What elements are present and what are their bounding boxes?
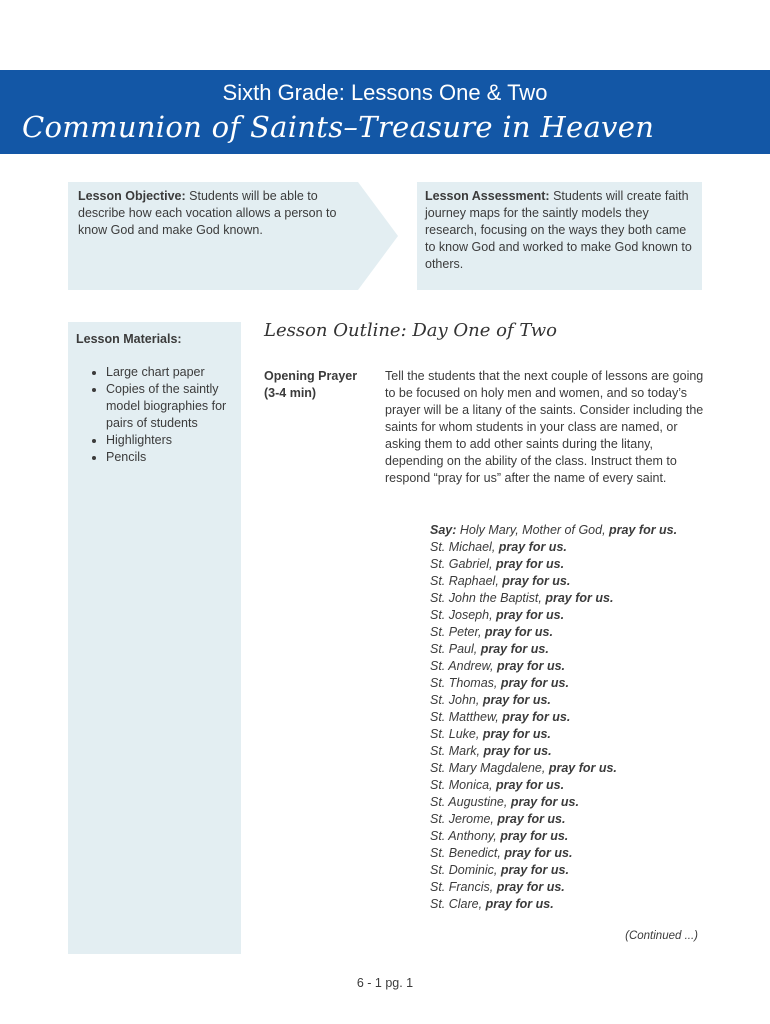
litany-line: St. Andrew, pray for us. <box>430 659 566 673</box>
litany-line: St. Peter, pray for us. <box>430 625 553 639</box>
litany-line: St. Paul, pray for us. <box>430 642 549 656</box>
litany-line: St. Mary Magdalene, pray for us. <box>430 761 617 775</box>
litany-line: St. Augustine, pray for us. <box>430 795 579 809</box>
lesson-assessment-text <box>425 188 697 273</box>
header-banner <box>0 70 770 154</box>
litany-line: St. Anthony, pray for us. <box>430 829 569 843</box>
lesson-objective-label: Lesson Objective: <box>78 189 186 203</box>
litany-say: Say: <box>430 523 457 537</box>
litany-line: Say: Holy Mary, Mother of God, pray for us. <box>430 523 678 537</box>
lesson-outline-title: Lesson Outline: Day One of Two <box>264 320 557 341</box>
litany-of-saints <box>430 522 710 913</box>
page-number: 6 - 1 pg. 1 <box>356 976 414 990</box>
opening-prayer-text: Tell the students that the next couple of lessons are going to be focused on holy men and women, and so today’s prayer will be a litany of the saints. Consider including the saints for whom students in your class are named, or asking them to add other saints during the litany, depending on the ability of the class. Instruct them to respond “pray for us” after the name of every saint. <box>385 369 704 485</box>
lesson-materials-panel <box>68 322 241 954</box>
continued-note: (Continued ...) <box>625 930 698 942</box>
litany-line: St. Francis, pray for us. <box>430 880 565 894</box>
lesson-objective-text <box>78 188 346 239</box>
lesson-materials-heading: Lesson Materials: <box>76 332 182 346</box>
litany-line: St. Clare, pray for us. <box>430 897 554 911</box>
lesson-assessment-label: Lesson Assessment: <box>425 189 550 203</box>
lesson-objective-box <box>68 182 398 290</box>
litany-line: St. Joseph, pray for us. <box>430 608 565 622</box>
litany-line: St. Luke, pray for us. <box>430 727 551 741</box>
materials-item: • Pencils <box>106 449 236 466</box>
litany-line: St. Benedict, pray for us. <box>430 846 573 860</box>
lesson-title: Communion of Saints–Treasure in Heaven <box>22 110 655 144</box>
materials-list <box>76 364 236 466</box>
litany-line: St. Gabriel, pray for us. <box>430 557 565 571</box>
grade-heading: Sixth Grade: Lessons One & Two <box>222 80 548 105</box>
litany-line: St. Dominic, pray for us. <box>430 863 569 877</box>
materials-item: • Large chart paper <box>106 364 236 381</box>
litany-line: St. Mark, pray for us. <box>430 744 552 758</box>
litany-line: St. Matthew, pray for us. <box>430 710 571 724</box>
opening-prayer-label: Opening Prayer (3-4 min) <box>264 369 358 400</box>
litany-line: St. John, pray for us. <box>430 693 551 707</box>
litany-line: St. Raphael, pray for us. <box>430 574 571 588</box>
lesson-assessment-body: Students will create faith journey maps for the saintly models they research, focusing on the ways they both came to know God and worked to make God known to others. <box>425 189 692 271</box>
lesson-objective-body: Students will be able to describe how each vocation allows a person to know God and make God known. <box>78 189 337 237</box>
litany-line: St. Michael, pray for us. <box>430 540 567 554</box>
materials-item: • Highlighters <box>106 432 236 449</box>
litany-line: St. Monica, pray for us. <box>430 778 565 792</box>
litany-line: St. John the Baptist, pray for us. <box>430 591 614 605</box>
lesson-assessment-box <box>417 182 702 290</box>
litany-line: St. Thomas, pray for us. <box>430 676 569 690</box>
materials-item: • Copies of the saintly model biographies for pairs of students <box>106 381 236 432</box>
litany-line: St. Jerome, pray for us. <box>430 812 566 826</box>
